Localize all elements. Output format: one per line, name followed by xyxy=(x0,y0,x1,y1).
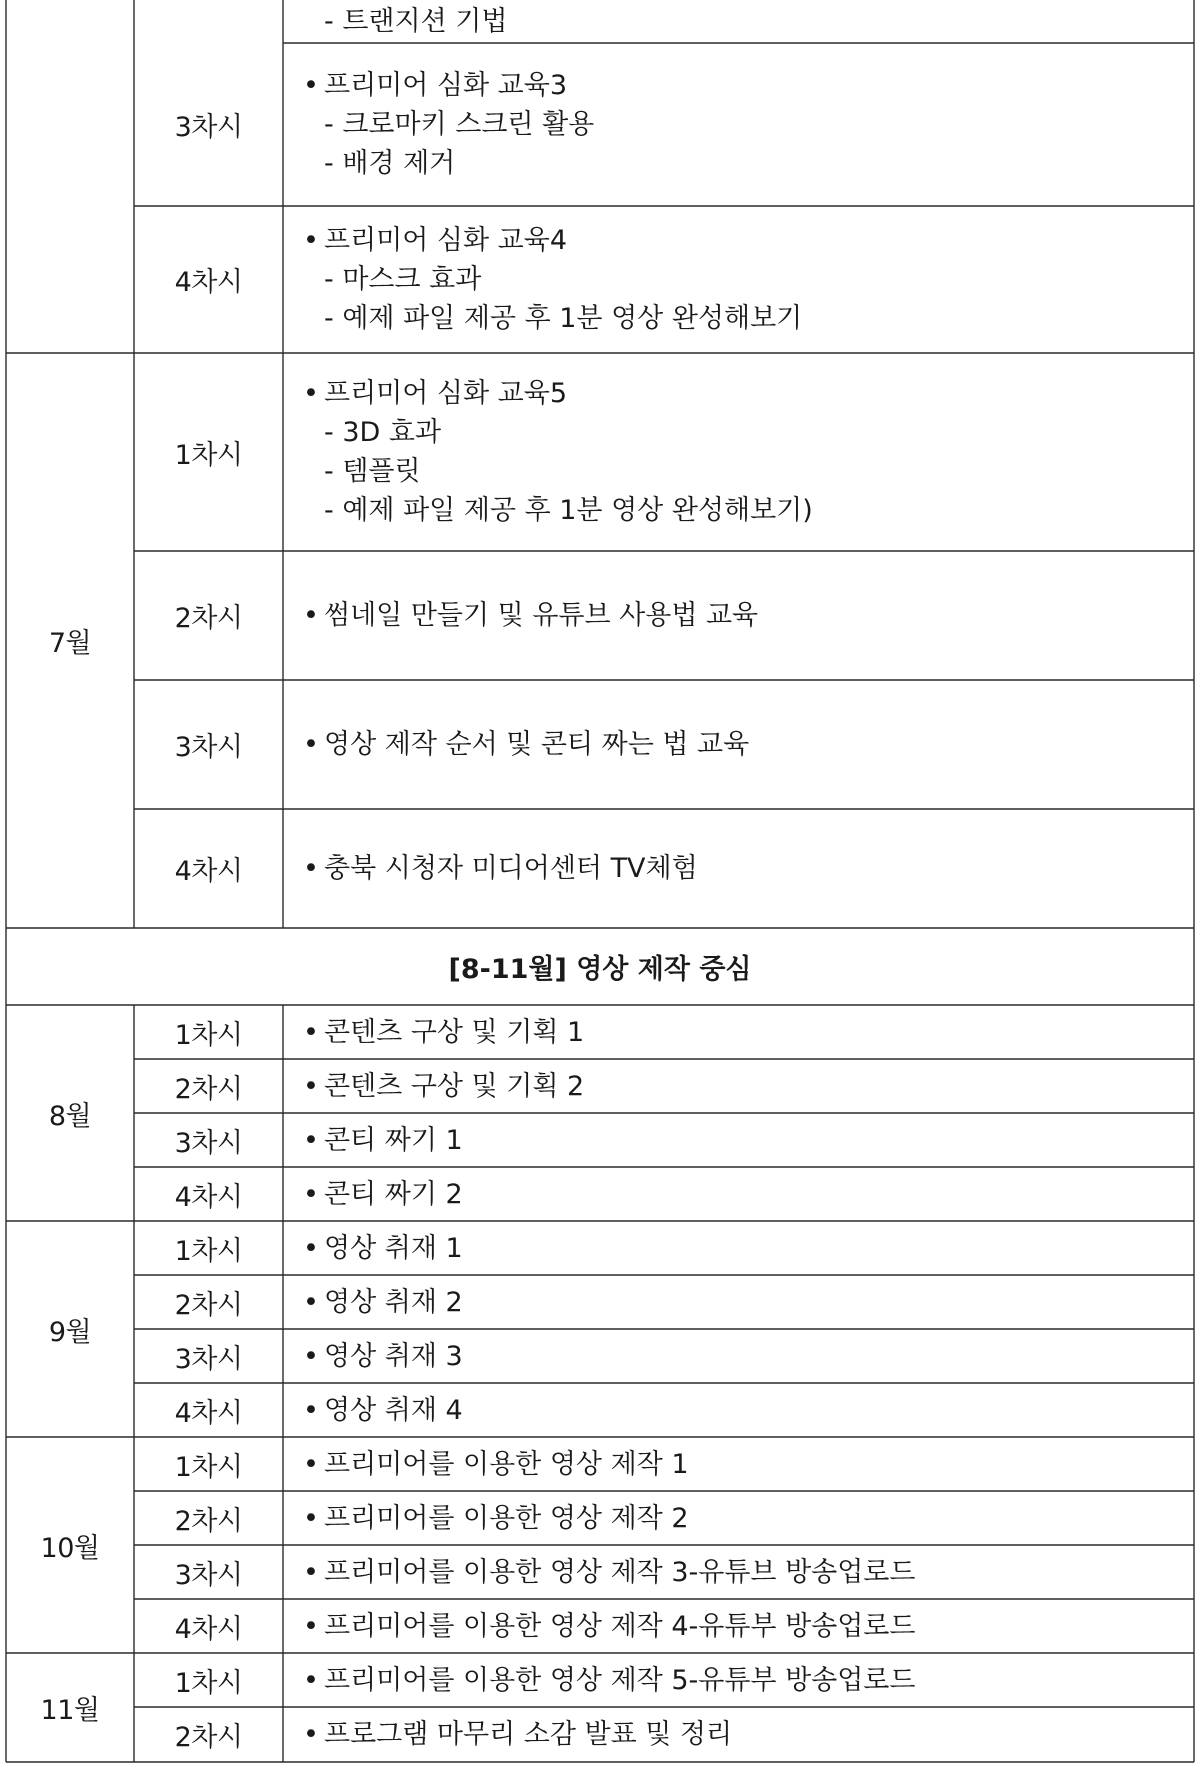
content-title: 영상 취재 4 xyxy=(324,1394,463,1426)
content-cell xyxy=(283,551,1194,680)
month-cell xyxy=(6,1437,134,1653)
session-label: 4차시 xyxy=(174,1397,243,1429)
content-cell xyxy=(283,809,1194,928)
content-sub-text: - 템플릿 xyxy=(324,456,421,487)
content-title-line xyxy=(303,1283,463,1322)
content-title-line xyxy=(303,725,749,764)
content-sub-item xyxy=(303,491,813,530)
content-text xyxy=(303,1391,463,1430)
content-title: 영상 취재 3 xyxy=(324,1340,463,1372)
content-cell xyxy=(283,206,1194,353)
bullet-icon: • xyxy=(303,1719,319,1750)
content-title: 콘텐츠 구상 및 기획 2 xyxy=(324,1070,585,1102)
bullet-icon: • xyxy=(303,225,319,256)
bullet-icon: • xyxy=(303,1394,319,1426)
session-label: 1차시 xyxy=(174,1019,243,1051)
content-text xyxy=(303,1229,463,1268)
bullet-icon: • xyxy=(303,1340,319,1372)
content-title-line xyxy=(303,374,813,413)
content-title: 영상 취재 1 xyxy=(324,1232,463,1264)
content-title: 콘티 짜기 1 xyxy=(324,1124,463,1156)
section-header xyxy=(6,928,1194,1005)
content-title: 프리미어를 이용한 영상 제작 2 xyxy=(324,1502,689,1534)
session-cell xyxy=(134,1707,283,1762)
content-text xyxy=(303,1283,463,1322)
content-cell xyxy=(283,1005,1194,1059)
month-cell xyxy=(6,1005,134,1221)
session-cell xyxy=(134,1329,283,1383)
section-title: [8-11월] 영상 제작 중심 xyxy=(448,954,752,985)
month-label: 7월 xyxy=(48,628,92,659)
content-title: 프리미어를 이용한 영상 제작 5-유튜부 방송업로드 xyxy=(324,1664,916,1696)
content-text xyxy=(303,1013,584,1052)
bullet-icon: • xyxy=(303,1610,319,1642)
content-cell xyxy=(283,1545,1194,1599)
content-title-line xyxy=(303,1391,463,1430)
content-title-line xyxy=(303,66,594,105)
session-label: 4차시 xyxy=(174,856,243,887)
session-cell xyxy=(134,1653,283,1707)
bullet-icon: • xyxy=(303,853,319,884)
content-sub-item xyxy=(303,452,813,491)
content-text xyxy=(303,2,507,41)
content-title-line xyxy=(303,1229,463,1268)
content-text xyxy=(303,1121,463,1160)
content-title: 프리미어를 이용한 영상 제작 3-유튜브 방송업로드 xyxy=(324,1556,916,1588)
bullet-icon: • xyxy=(303,1016,319,1048)
session-label: 2차시 xyxy=(174,1722,243,1753)
content-title-line xyxy=(303,1013,584,1052)
content-title-line xyxy=(303,1715,732,1754)
session-label: 1차시 xyxy=(174,439,243,471)
content-sub-text: - 예제 파일 제공 후 1분 영상 완성해보기 xyxy=(324,303,803,334)
content-cell xyxy=(283,680,1194,809)
content-cell xyxy=(283,1437,1194,1491)
content-cell xyxy=(283,1221,1194,1275)
content-text xyxy=(303,221,802,338)
bullet-icon: • xyxy=(303,1664,319,1696)
session-label: 3차시 xyxy=(174,1343,243,1375)
session-label: 2차시 xyxy=(174,1073,243,1105)
bullet-icon: • xyxy=(303,378,319,409)
content-sub-item xyxy=(303,2,507,41)
content-sub-text: - 크로마키 스크린 활용 xyxy=(324,109,595,140)
content-sub-item xyxy=(303,105,594,144)
session-cell xyxy=(134,1437,283,1491)
content-sub-text: - 3D 효과 xyxy=(324,417,442,448)
bullet-icon: • xyxy=(303,1232,319,1264)
content-title-line xyxy=(303,1661,915,1700)
content-sub-text: - 배경 제거 xyxy=(324,148,456,179)
content-title: 썸네일 만들기 및 유튜브 사용법 교육 xyxy=(324,600,759,631)
content-cell xyxy=(283,1059,1194,1113)
content-cell xyxy=(283,1653,1194,1707)
content-title-line xyxy=(303,1067,584,1106)
month-cell xyxy=(6,1221,134,1437)
session-label: 3차시 xyxy=(174,112,243,143)
content-title: 프리미어 심화 교육4 xyxy=(324,225,567,256)
content-text xyxy=(303,1499,689,1538)
content-text xyxy=(303,596,758,635)
session-cell xyxy=(134,1167,283,1221)
session-label: 1차시 xyxy=(174,1667,243,1699)
content-title-line xyxy=(303,221,802,260)
bullet-icon: • xyxy=(303,1502,319,1534)
session-label: 3차시 xyxy=(174,1127,243,1159)
content-title-line xyxy=(303,1607,915,1646)
content-text xyxy=(303,1445,689,1484)
content-cell xyxy=(283,1329,1194,1383)
bullet-icon: • xyxy=(303,1178,319,1210)
session-cell xyxy=(134,1545,283,1599)
content-title: 충북 시청자 미디어센터 TV체험 xyxy=(324,853,698,884)
content-title-line xyxy=(303,1499,689,1538)
content-cell xyxy=(283,1491,1194,1545)
content-sub-text: - 마스크 효과 xyxy=(324,264,482,295)
content-cell xyxy=(283,1383,1194,1437)
content-text xyxy=(303,1337,463,1376)
session-cell xyxy=(134,1005,283,1059)
session-label: 1차시 xyxy=(174,1235,243,1267)
content-text xyxy=(303,1553,915,1592)
content-title: 프로그램 마무리 소감 발표 및 정리 xyxy=(324,1719,733,1750)
session-cell xyxy=(134,1113,283,1167)
content-title: 콘티 짜기 2 xyxy=(324,1178,463,1210)
bullet-icon: • xyxy=(303,729,319,760)
bullet-icon: • xyxy=(303,1556,319,1588)
month-cell xyxy=(6,353,134,928)
bullet-icon: • xyxy=(303,1286,319,1318)
continuation-cell xyxy=(283,0,1194,43)
session-label: 4차시 xyxy=(174,1613,243,1645)
content-text xyxy=(303,1175,463,1214)
content-title-line xyxy=(303,1175,463,1214)
content-text xyxy=(303,725,749,764)
session-cell xyxy=(134,551,283,680)
content-title-line xyxy=(303,1553,915,1592)
session-cell xyxy=(134,1275,283,1329)
month-label: 8월 xyxy=(48,1100,92,1132)
content-title: 프리미어를 이용한 영상 제작 4-유튜부 방송업로드 xyxy=(324,1610,916,1642)
content-sub-text: - 트랜지션 기법 xyxy=(324,6,508,37)
session-cell xyxy=(134,1383,283,1437)
session-label: 3차시 xyxy=(174,732,243,763)
content-title-line xyxy=(303,1337,463,1376)
content-cell xyxy=(283,1599,1194,1653)
session-label: 2차시 xyxy=(174,603,243,634)
bullet-icon: • xyxy=(303,1124,319,1156)
content-sub-item xyxy=(303,413,813,452)
content-cell xyxy=(283,1167,1194,1221)
session-cell xyxy=(134,1491,283,1545)
month-label: 9월 xyxy=(48,1316,92,1348)
session-cell xyxy=(134,1221,283,1275)
content-title: 프리미어를 이용한 영상 제작 1 xyxy=(324,1448,689,1480)
session-cell xyxy=(134,809,283,928)
content-title-line xyxy=(303,849,698,888)
month-cell xyxy=(6,1653,134,1762)
content-cell xyxy=(283,43,1194,206)
session-cell xyxy=(134,206,283,353)
bullet-icon: • xyxy=(303,1070,319,1102)
content-text xyxy=(303,849,698,888)
content-title: 영상 취재 2 xyxy=(324,1286,463,1318)
session-cell xyxy=(134,353,283,551)
session-label: 4차시 xyxy=(174,267,243,298)
content-title: 프리미어 심화 교육3 xyxy=(324,70,567,101)
session-cell xyxy=(134,680,283,809)
bullet-icon: • xyxy=(303,600,319,631)
session-cell xyxy=(134,1059,283,1113)
session-label: 1차시 xyxy=(174,1451,243,1483)
content-title: 영상 제작 순서 및 콘티 짜는 법 교육 xyxy=(324,729,750,760)
month-cell xyxy=(6,0,134,353)
content-sub-text: - 예제 파일 제공 후 1분 영상 완성해보기) xyxy=(324,495,813,526)
content-sub-item xyxy=(303,299,802,338)
content-title: 콘텐츠 구상 및 기획 1 xyxy=(324,1016,585,1048)
content-text xyxy=(303,1661,915,1700)
content-cell xyxy=(283,1707,1194,1762)
content-sub-item xyxy=(303,144,594,183)
content-cell xyxy=(283,1113,1194,1167)
content-title-line xyxy=(303,1445,689,1484)
content-title: 프리미어 심화 교육5 xyxy=(324,378,567,409)
content-sub-item xyxy=(303,260,802,299)
session-cell xyxy=(134,1599,283,1653)
month-label: 11월 xyxy=(40,1695,100,1726)
content-title-line xyxy=(303,1121,463,1160)
content-text xyxy=(303,374,813,530)
content-cell xyxy=(283,1275,1194,1329)
content-text xyxy=(303,66,594,183)
session-label: 3차시 xyxy=(174,1559,243,1591)
content-text xyxy=(303,1067,584,1106)
session-label: 4차시 xyxy=(174,1181,243,1213)
session-label: 2차시 xyxy=(174,1505,243,1537)
bullet-icon: • xyxy=(303,1448,319,1480)
session-label: 2차시 xyxy=(174,1289,243,1321)
content-title-line xyxy=(303,596,758,635)
session-cell xyxy=(134,43,283,206)
content-cell xyxy=(283,353,1194,551)
content-text xyxy=(303,1715,732,1754)
month-label: 10월 xyxy=(40,1532,100,1564)
bullet-icon: • xyxy=(303,70,319,101)
content-text xyxy=(303,1607,915,1646)
